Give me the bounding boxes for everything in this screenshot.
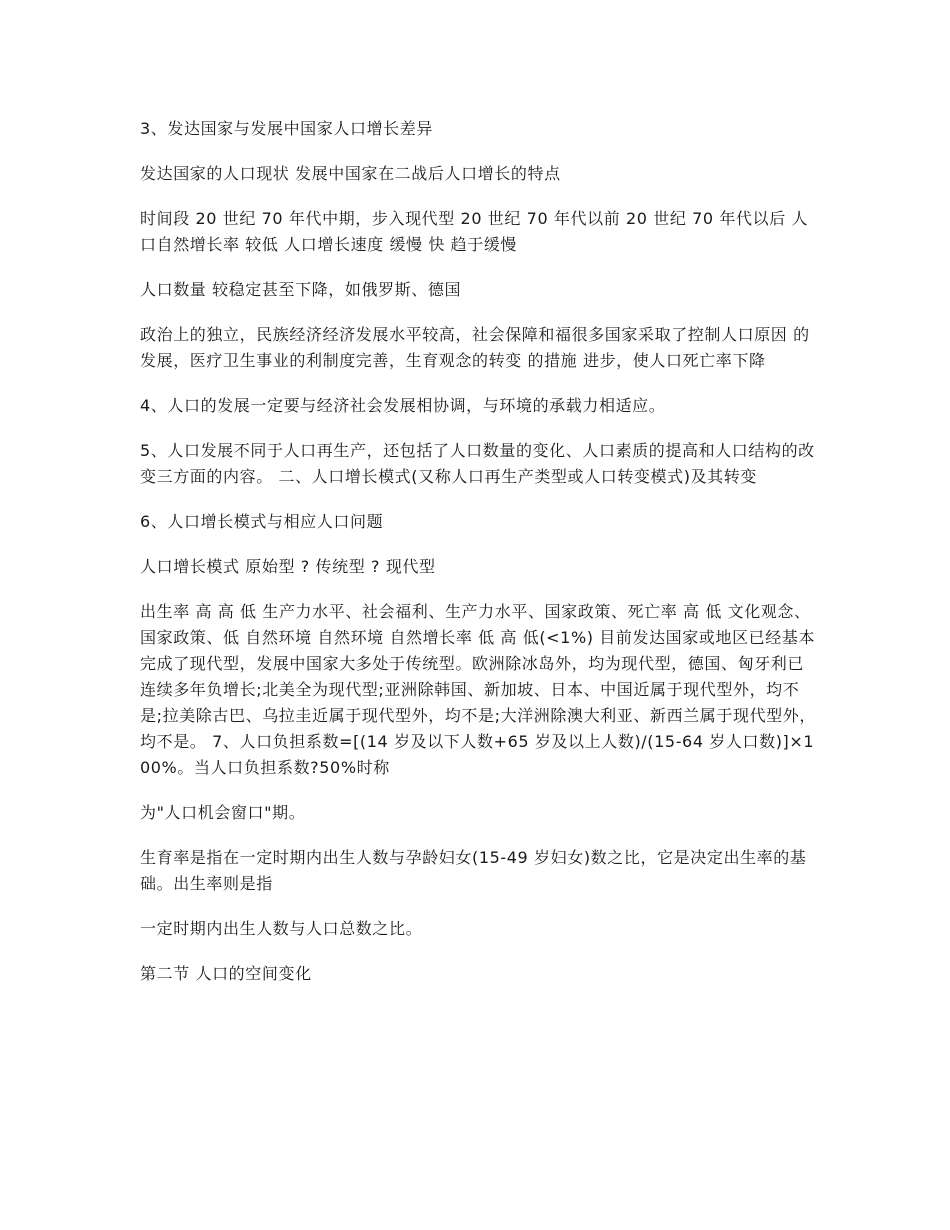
paragraph-causes: 政治上的独立，民族经济经济发展水平较高，社会保障和福很多国家采取了控制人口原因 的发展，医疗卫生事业的利制度完善，生育观念的转变 的措施 进步，使人口死亡率下降: [140, 325, 810, 370]
paragraph-population-status: 发达国家的人口现状 发展中国家在二战后人口增长的特点: [140, 164, 561, 183]
paragraph-population-quantity: 人口数量 较稳定甚至下降，如俄罗斯、德国: [140, 280, 462, 299]
section-heading-spatial-change: 第二节 人口的空间变化: [140, 964, 312, 983]
paragraph-birth-rate-definition: 一定时期内出生人数与人口总数之比。: [140, 919, 423, 938]
document-page: [140, 116, 820, 1006]
paragraph-opportunity-window: 为"人口机会窗口"期。: [140, 803, 306, 822]
paragraph-point-6: 6、人口增长模式与相应人口问题: [140, 512, 384, 531]
paragraph-point-5: 5、人口发展不同于人口再生产，还包括了人口数量的变化、人口素质的提高和人口结构的改变三方面的内容。 二、人口增长模式(又称人口再生产类型或人口转变模式)及其转变: [140, 441, 815, 486]
paragraph-point-4: 4、人口的发展一定要与经济社会发展相协调，与环境的承载力相适应。: [140, 396, 666, 415]
paragraph-time-periods: 时间段 20 世纪 70 年代中期，步入现代型 20 世纪 70 年代以前 20 世纪 70 年代以后 人口自然增长率 较低 人口增长速度 缓慢 快 趋于缓慢: [140, 209, 809, 254]
paragraph-birth-rate-details: 出生率 高 高 低 生产力水平、社会福利、生产力水平、国家政策、死亡率 高 低 文化观念、国家政策、低 自然环境 自然环境 自然增长率 低 高 低(<1%) 目前发达国家或地区已经基本完成了现代型，发展中国家大多处于传统型。欧洲除冰岛外，均为现代型，德国、匈牙利已连续多年负增长;北美全为现代型;亚洲除韩国、新加坡、日本、中国近属于现代型外，均不是;拉美除古巴、乌拉圭近属于现代型外，均不是;大洋洲除澳大利亚、新西兰属于现代型外，均不是。 7、人口负担系数=[(14 岁及以下人数+65 岁及以上人数)/(15-64 岁人口数)]×100%。当人口负担系数?50%时称: [140, 602, 816, 777]
paragraph-fertility-rate: 生育率是指在一定时期内出生人数与孕龄妇女(15-49 岁妇女)数之比，它是决定出生率的基础。出生率则是指: [140, 848, 807, 893]
paragraph-growth-models: 人口增长模式 原始型 ? 传统型 ? 现代型: [140, 557, 436, 576]
heading-development-difference: 3、发达国家与发展中国家人口增长差异: [140, 119, 433, 138]
